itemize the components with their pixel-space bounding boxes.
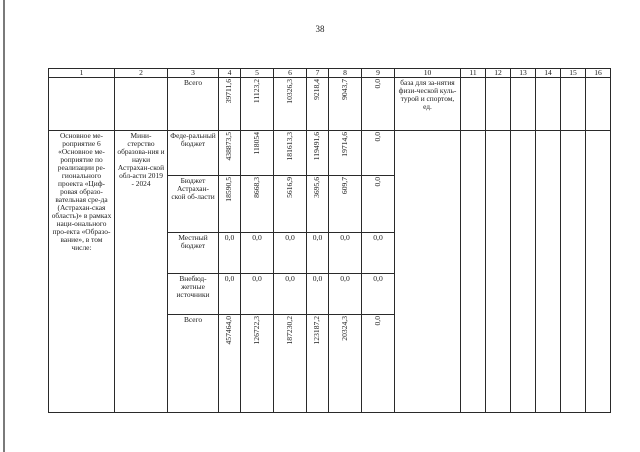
source-cell: Бюджет Астрахан-ской об-ласти xyxy=(168,176,219,233)
value-text: 9043,7 xyxy=(339,79,349,100)
source-cell: Всего xyxy=(168,78,219,131)
value-cell xyxy=(362,176,395,233)
value-text: 457464,0 xyxy=(224,316,234,345)
scan-edge-shadow xyxy=(3,0,5,452)
value-cell xyxy=(329,78,362,131)
value-text: 10326,3 xyxy=(284,79,294,104)
empty-cell xyxy=(461,78,486,131)
value-cell xyxy=(274,131,307,176)
value-cell: 0,0 xyxy=(274,274,307,315)
value-text: 438873,5 xyxy=(224,132,234,161)
empty-cell xyxy=(486,78,511,131)
value-cell: 0,0 xyxy=(329,274,362,315)
header-cell-3: 3 xyxy=(168,69,219,78)
header-cell-4: 4 xyxy=(219,69,241,78)
value-text: 8668,3 xyxy=(251,177,261,198)
measure-name-cell: Основное ме-роприятие 6 «Основное ме-роприятие по реализации ре-гионального проекта «Циф-ровая образо-вательная сре-да (Астрахан-ская область)» в рамках наци-онального про-екта «Образо-вание», в том числе: xyxy=(49,131,115,413)
value-text: 118054 xyxy=(251,132,261,155)
value-cell xyxy=(219,78,241,131)
header-cell-5: 5 xyxy=(241,69,274,78)
value-text: 187230,2 xyxy=(284,316,294,345)
empty-cell xyxy=(511,78,536,131)
header-cell-9: 9 xyxy=(362,69,395,78)
value-cell: 0,0 xyxy=(307,233,329,274)
value-text: 119491,6 xyxy=(312,132,322,161)
header-cell-14: 14 xyxy=(536,69,561,78)
value-text: 0,0 xyxy=(372,177,382,187)
header-cell-12: 12 xyxy=(486,69,511,78)
source-cell: Всего xyxy=(168,315,219,413)
value-cell: 0,0 xyxy=(219,274,241,315)
value-text: 18590,5 xyxy=(224,177,234,202)
value-cell xyxy=(329,315,362,413)
value-cell xyxy=(274,176,307,233)
indicator-cell xyxy=(395,131,461,413)
header-cell-15: 15 xyxy=(561,69,586,78)
empty-cell xyxy=(461,131,486,413)
header-cell-10: 10 xyxy=(395,69,461,78)
empty-cell xyxy=(586,131,611,413)
empty-cell xyxy=(486,131,511,413)
table-row xyxy=(49,78,611,131)
header-row xyxy=(49,69,611,78)
value-cell xyxy=(307,176,329,233)
value-cell: 0,0 xyxy=(274,233,307,274)
value-cell xyxy=(307,315,329,413)
page-number: 38 xyxy=(315,24,325,34)
source-cell: Внебюд-жетные источники xyxy=(168,274,219,315)
value-cell xyxy=(274,78,307,131)
value-text: 609,7 xyxy=(339,177,349,195)
value-cell: 0,0 xyxy=(362,274,395,315)
header-cell-1: 1 xyxy=(49,69,115,78)
header-cell-11: 11 xyxy=(461,69,486,78)
header-cell-2: 2 xyxy=(115,69,168,78)
value-cell xyxy=(241,176,274,233)
value-cell xyxy=(362,78,395,131)
source-cell: Феде-ральный бюджет xyxy=(168,131,219,176)
value-text: 126722,3 xyxy=(251,316,261,345)
value-text: 181613,3 xyxy=(284,132,294,161)
value-text: 123187,2 xyxy=(312,316,322,345)
value-text: 19714,6 xyxy=(339,132,349,157)
value-text: 3695,6 xyxy=(312,177,322,198)
header-cell-16: 16 xyxy=(586,69,611,78)
header-cell-6: 6 xyxy=(274,69,307,78)
source-cell: Местный бюджет xyxy=(168,233,219,274)
value-cell xyxy=(329,131,362,176)
table-row xyxy=(49,131,611,176)
value-text: 11123,2 xyxy=(251,79,261,104)
header-cell-8: 8 xyxy=(329,69,362,78)
empty-cell xyxy=(586,78,611,131)
indicator-cell: база для за-нятия физи-ческой куль-турой и спортом, ед. xyxy=(395,78,461,131)
value-cell: 0,0 xyxy=(329,233,362,274)
empty-cell xyxy=(511,131,536,413)
value-cell xyxy=(219,176,241,233)
value-cell xyxy=(307,131,329,176)
value-cell xyxy=(241,78,274,131)
empty-cell xyxy=(561,131,586,413)
value-cell xyxy=(219,131,241,176)
executor-cell: Мини-стерство образова-ния и науки Астрахан-ской обл-асти 2019 - 2024 xyxy=(115,131,168,413)
empty-cell xyxy=(561,78,586,131)
budget-table xyxy=(48,68,611,413)
empty-cell xyxy=(536,131,561,413)
empty-cell xyxy=(115,78,168,131)
value-cell xyxy=(241,315,274,413)
value-cell: 0,0 xyxy=(219,233,241,274)
value-cell xyxy=(274,315,307,413)
header-cell-13: 13 xyxy=(511,69,536,78)
value-cell: 0,0 xyxy=(307,274,329,315)
value-text: 0,0 xyxy=(372,316,382,326)
value-cell xyxy=(362,315,395,413)
value-text: 0,0 xyxy=(372,132,382,142)
value-cell xyxy=(307,78,329,131)
value-text: 5616,9 xyxy=(284,177,294,198)
empty-cell xyxy=(536,78,561,131)
value-cell xyxy=(329,176,362,233)
value-text: 39711,6 xyxy=(224,79,234,104)
value-cell: 0,0 xyxy=(362,233,395,274)
value-text: 9218,4 xyxy=(312,79,322,100)
value-text: 0,0 xyxy=(372,79,382,89)
value-cell xyxy=(362,131,395,176)
value-text: 20324,3 xyxy=(339,316,349,341)
value-cell xyxy=(241,131,274,176)
value-cell xyxy=(219,315,241,413)
empty-cell xyxy=(49,78,115,131)
value-cell: 0,0 xyxy=(241,274,274,315)
header-cell-7: 7 xyxy=(307,69,329,78)
value-cell: 0,0 xyxy=(241,233,274,274)
